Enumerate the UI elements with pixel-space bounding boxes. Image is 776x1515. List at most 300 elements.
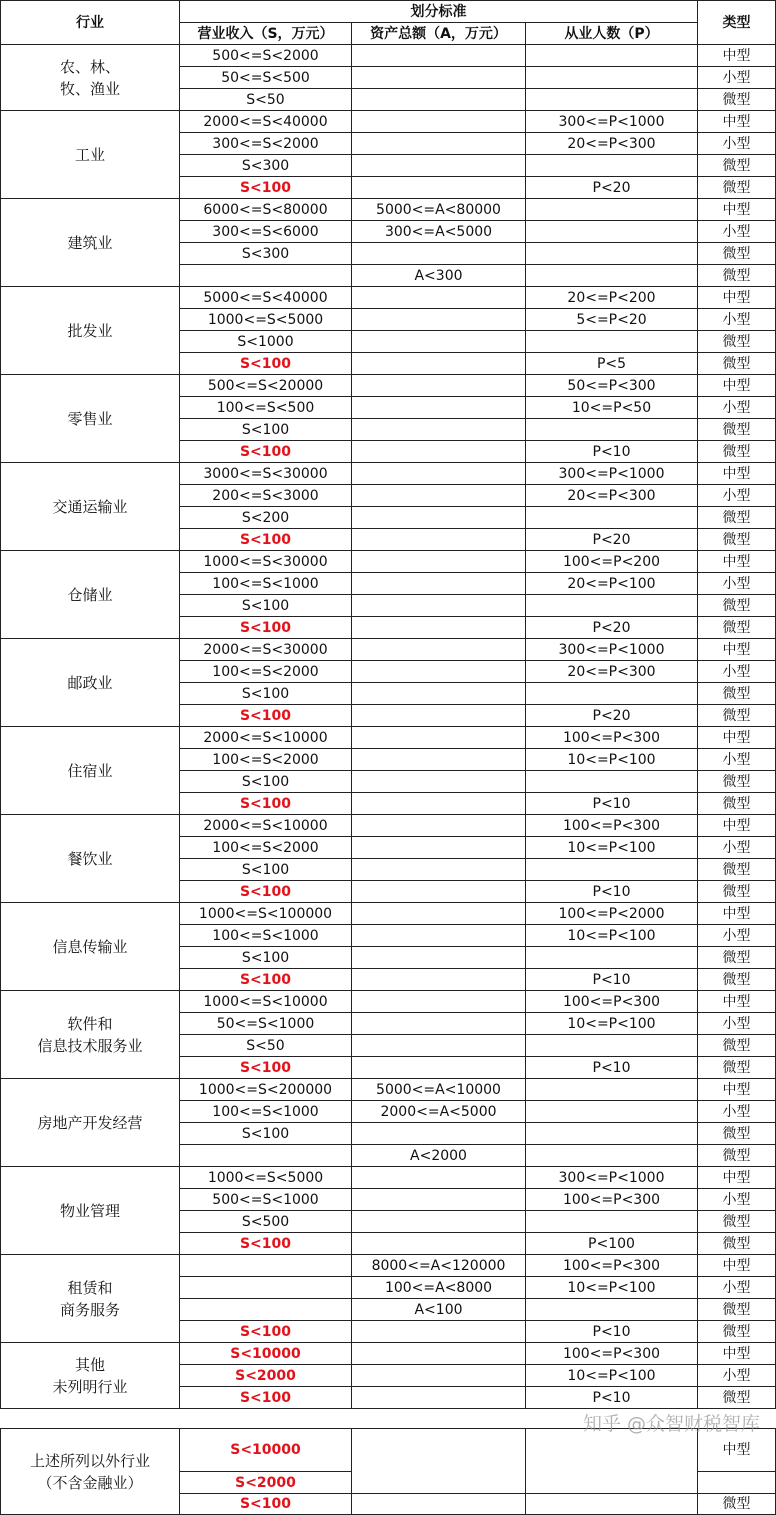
employees-cell: 10<=P<50	[526, 397, 698, 419]
table-row	[1, 375, 776, 397]
assets-cell	[352, 243, 526, 265]
employees-cell: 10<=P<100	[526, 925, 698, 947]
assets-cell: 8000<=A<120000	[352, 1255, 526, 1277]
watermark: 知乎 @众智财税智库	[582, 1413, 760, 1435]
type-cell: 微型	[698, 419, 776, 441]
employees-cell: 300<=P<1000	[526, 111, 698, 133]
type-cell: 中型	[698, 287, 776, 309]
employees-cell: 10<=P<100	[526, 749, 698, 771]
revenue-cell: S<100	[180, 1494, 352, 1515]
assets-cell	[352, 1013, 526, 1035]
assets-cell	[352, 727, 526, 749]
employees-cell	[526, 947, 698, 969]
revenue-cell: S<100	[180, 859, 352, 881]
type-cell: 中型	[698, 1343, 776, 1365]
table-row	[1, 1079, 776, 1101]
revenue-cell: S<2000	[180, 1365, 352, 1387]
assets-cell: 100<=A<8000	[352, 1277, 526, 1299]
table-body	[1, 45, 776, 1515]
employees-cell: 20<=P<100	[526, 573, 698, 595]
type-cell: 小型	[698, 309, 776, 331]
type-cell: 微型	[698, 1299, 776, 1321]
industry-name: 信息传输业	[1, 903, 180, 991]
revenue-cell: S<100	[180, 969, 352, 991]
assets-cell	[352, 375, 526, 397]
assets-cell	[352, 485, 526, 507]
assets-cell	[352, 1321, 526, 1343]
header-employees: 从业人数（P）	[526, 23, 698, 45]
employees-cell	[526, 1494, 698, 1515]
revenue-cell	[180, 1277, 352, 1299]
employees-cell: 20<=P<300	[526, 133, 698, 155]
revenue-cell: 300<=S<6000	[180, 221, 352, 243]
industry-name: 租赁和 商务服务	[1, 1255, 180, 1343]
employees-cell: P<10	[526, 969, 698, 991]
revenue-cell: S<500	[180, 1211, 352, 1233]
employees-cell	[526, 1211, 698, 1233]
assets-cell	[352, 397, 526, 419]
header-industry: 行业	[1, 1, 180, 45]
industry-name: 软件和 信息技术服务业	[1, 991, 180, 1079]
type-cell: 微型	[698, 1387, 776, 1409]
assets-cell: A<2000	[352, 1145, 526, 1167]
assets-cell	[352, 507, 526, 529]
assets-cell	[352, 749, 526, 771]
assets-cell: 300<=A<5000	[352, 221, 526, 243]
revenue-cell: S<100	[180, 1387, 352, 1409]
type-cell: 中型	[698, 639, 776, 661]
table-row	[1, 551, 776, 573]
revenue-cell: S<100	[180, 881, 352, 903]
type-cell: 微型	[698, 683, 776, 705]
type-cell: 小型	[698, 749, 776, 771]
assets-cell	[352, 1387, 526, 1409]
table-row	[1, 45, 776, 67]
revenue-cell: 100<=S<2000	[180, 661, 352, 683]
revenue-cell: S<200	[180, 507, 352, 529]
employees-cell: P<5	[526, 353, 698, 375]
industry-name: 工业	[1, 111, 180, 199]
revenue-cell: S<100	[180, 419, 352, 441]
assets-cell: A<100	[352, 1299, 526, 1321]
assets-cell	[352, 1494, 526, 1515]
table-row	[1, 991, 776, 1013]
table-row	[1, 1343, 776, 1365]
revenue-cell: 1000<=S<5000	[180, 1167, 352, 1189]
type-cell: 中型	[698, 551, 776, 573]
header-type: 类型	[698, 1, 776, 45]
revenue-cell: 500<=S<2000	[180, 45, 352, 67]
type-cell: 小型	[698, 485, 776, 507]
employees-cell: 5<=P<20	[526, 309, 698, 331]
industry-name: 批发业	[1, 287, 180, 375]
type-cell: 中型	[698, 1079, 776, 1101]
revenue-cell: 100<=S<1000	[180, 925, 352, 947]
type-cell: 微型	[698, 1494, 776, 1515]
type-cell: 小型	[698, 1189, 776, 1211]
employees-cell: 100<=P<300	[526, 1343, 698, 1365]
revenue-cell: S<300	[180, 155, 352, 177]
type-cell: 微型	[698, 529, 776, 551]
revenue-cell: S<100	[180, 705, 352, 727]
revenue-cell: S<100	[180, 793, 352, 815]
assets-cell	[352, 947, 526, 969]
type-cell: 中型	[698, 199, 776, 221]
assets-cell	[352, 1211, 526, 1233]
type-cell: 中型	[698, 815, 776, 837]
assets-cell	[352, 89, 526, 111]
employees-cell	[526, 859, 698, 881]
assets-cell	[352, 705, 526, 727]
employees-cell: 10<=P<100	[526, 1365, 698, 1387]
employees-cell: 100<=P<300	[526, 991, 698, 1013]
revenue-cell: S<100	[180, 683, 352, 705]
revenue-cell: S<100	[180, 595, 352, 617]
type-cell: 微型	[698, 441, 776, 463]
header-assets: 资产总额（A，万元）	[352, 23, 526, 45]
type-cell: 小型	[698, 397, 776, 419]
assets-cell: 5000<=A<10000	[352, 1079, 526, 1101]
assets-cell	[352, 991, 526, 1013]
assets-cell	[352, 45, 526, 67]
assets-cell	[352, 177, 526, 199]
employees-cell	[526, 155, 698, 177]
table-row	[1, 463, 776, 485]
assets-cell	[352, 1035, 526, 1057]
revenue-cell: S<100	[180, 177, 352, 199]
assets-cell	[352, 683, 526, 705]
revenue-cell	[180, 1299, 352, 1321]
type-cell: 中型	[698, 45, 776, 67]
industry-name: 住宿业	[1, 727, 180, 815]
employees-cell	[526, 419, 698, 441]
employees-cell: 100<=P<300	[526, 1255, 698, 1277]
assets-cell	[352, 529, 526, 551]
employees-cell: 50<=P<300	[526, 375, 698, 397]
table-row	[1, 1167, 776, 1189]
table-row	[1, 639, 776, 661]
type-cell: 微型	[698, 859, 776, 881]
employees-cell: 300<=P<1000	[526, 639, 698, 661]
type-cell: 小型	[698, 837, 776, 859]
industry-name: 邮政业	[1, 639, 180, 727]
revenue-cell: S<50	[180, 89, 352, 111]
employees-cell: P<10	[526, 1057, 698, 1079]
revenue-cell: S<100	[180, 353, 352, 375]
employees-cell: P<10	[526, 441, 698, 463]
employees-cell: P<20	[526, 705, 698, 727]
type-cell: 微型	[698, 155, 776, 177]
type-cell: 微型	[698, 881, 776, 903]
employees-cell	[526, 1101, 698, 1123]
industry-name: 交通运输业	[1, 463, 180, 551]
assets-cell	[352, 441, 526, 463]
table-row	[1, 1255, 776, 1277]
type-cell: 小型	[698, 1365, 776, 1387]
type-cell: 小型	[698, 925, 776, 947]
type-cell: 中型	[698, 991, 776, 1013]
employees-cell	[526, 595, 698, 617]
revenue-cell: 5000<=S<40000	[180, 287, 352, 309]
revenue-cell	[180, 1255, 352, 1277]
employees-cell: 100<=P<300	[526, 815, 698, 837]
type-cell: 小型	[698, 133, 776, 155]
type-cell: 微型	[698, 353, 776, 375]
type-cell: 微型	[698, 507, 776, 529]
type-cell: 微型	[698, 771, 776, 793]
revenue-cell: S<100	[180, 1233, 352, 1255]
table-row	[1, 903, 776, 925]
assets-cell	[352, 353, 526, 375]
type-cell: 中型	[698, 1255, 776, 1277]
employees-cell: P<20	[526, 177, 698, 199]
type-cell: 中型	[698, 375, 776, 397]
assets-cell: A<300	[352, 265, 526, 287]
employees-cell	[526, 771, 698, 793]
assets-cell	[352, 309, 526, 331]
type-cell: 中型	[698, 463, 776, 485]
header-revenue: 营业收入（S，万元）	[180, 23, 352, 45]
revenue-cell: S<100	[180, 617, 352, 639]
revenue-cell: S<100	[180, 771, 352, 793]
employees-cell: 20<=P<300	[526, 485, 698, 507]
revenue-cell: 1000<=S<30000	[180, 551, 352, 573]
revenue-cell: S<100	[180, 1123, 352, 1145]
revenue-cell: 100<=S<2000	[180, 749, 352, 771]
revenue-cell: 1000<=S<10000	[180, 991, 352, 1013]
revenue-cell: 50<=S<1000	[180, 1013, 352, 1035]
industry-name: 农、林、 牧、渔业	[1, 45, 180, 111]
assets-cell	[352, 617, 526, 639]
revenue-cell: S<100	[180, 1057, 352, 1079]
type-cell: 微型	[698, 1211, 776, 1233]
type-cell: 小型	[698, 221, 776, 243]
assets-cell	[352, 925, 526, 947]
revenue-cell: 500<=S<1000	[180, 1189, 352, 1211]
revenue-cell: S<1000	[180, 331, 352, 353]
industry-name: 其他 未列明行业	[1, 1343, 180, 1409]
assets-cell	[352, 133, 526, 155]
type-cell: 小型	[698, 661, 776, 683]
assets-cell	[352, 837, 526, 859]
type-cell: 微型	[698, 947, 776, 969]
type-cell: 微型	[698, 705, 776, 727]
employees-cell	[526, 331, 698, 353]
assets-cell	[352, 771, 526, 793]
employees-cell: P<10	[526, 1321, 698, 1343]
employees-cell	[526, 683, 698, 705]
employees-cell	[526, 1429, 698, 1494]
revenue-cell: S<10000	[180, 1343, 352, 1365]
type-cell: 小型	[698, 67, 776, 89]
assets-cell	[352, 1057, 526, 1079]
type-cell: 小型	[698, 1101, 776, 1123]
assets-cell	[352, 881, 526, 903]
revenue-cell: 2000<=S<30000	[180, 639, 352, 661]
employees-cell: P<10	[526, 793, 698, 815]
revenue-cell: 300<=S<2000	[180, 133, 352, 155]
employees-cell	[526, 243, 698, 265]
type-cell: 微型	[698, 1035, 776, 1057]
assets-cell	[352, 639, 526, 661]
assets-cell	[352, 67, 526, 89]
revenue-cell: S<10000	[180, 1429, 352, 1472]
revenue-cell: 50<=S<500	[180, 67, 352, 89]
assets-cell	[352, 1343, 526, 1365]
employees-cell: 10<=P<100	[526, 1013, 698, 1035]
assets-cell	[352, 1167, 526, 1189]
revenue-cell: 1000<=S<200000	[180, 1079, 352, 1101]
assets-cell	[352, 551, 526, 573]
employees-cell: P<20	[526, 617, 698, 639]
revenue-cell	[180, 1145, 352, 1167]
revenue-cell: 200<=S<3000	[180, 485, 352, 507]
assets-cell	[352, 155, 526, 177]
table-row	[1, 815, 776, 837]
type-cell: 小型	[698, 1277, 776, 1299]
assets-cell	[352, 573, 526, 595]
industry-name: 建筑业	[1, 199, 180, 287]
revenue-cell: 1000<=S<5000	[180, 309, 352, 331]
type-cell: 小型	[698, 1013, 776, 1035]
employees-cell	[526, 1035, 698, 1057]
type-cell: 微型	[698, 793, 776, 815]
table-row	[1, 287, 776, 309]
assets-cell	[352, 331, 526, 353]
revenue-cell: S<2000	[180, 1472, 352, 1494]
table-row	[1, 1429, 776, 1472]
employees-cell: 100<=P<300	[526, 1189, 698, 1211]
assets-cell	[352, 969, 526, 991]
employees-cell	[526, 67, 698, 89]
type-cell: 微型	[698, 89, 776, 111]
employees-cell	[526, 1079, 698, 1101]
industry-name: 仓储业	[1, 551, 180, 639]
industry-name: 房地产开发经营	[1, 1079, 180, 1167]
employees-cell: 100<=P<300	[526, 727, 698, 749]
assets-cell	[352, 287, 526, 309]
revenue-cell: S<100	[180, 441, 352, 463]
assets-cell	[352, 463, 526, 485]
assets-cell	[352, 111, 526, 133]
revenue-cell: 500<=S<20000	[180, 375, 352, 397]
type-cell: 微型	[698, 1145, 776, 1167]
assets-cell	[352, 859, 526, 881]
type-cell: 小型	[698, 573, 776, 595]
revenue-cell: S<100	[180, 529, 352, 551]
employees-cell: 10<=P<100	[526, 837, 698, 859]
type-cell: 中型	[698, 111, 776, 133]
assets-cell: 2000<=A<5000	[352, 1101, 526, 1123]
revenue-cell: 2000<=S<40000	[180, 111, 352, 133]
assets-cell	[352, 1365, 526, 1387]
revenue-cell: 100<=S<1000	[180, 573, 352, 595]
type-cell: 微型	[698, 1321, 776, 1343]
employees-cell	[526, 221, 698, 243]
header-criteria: 划分标准	[180, 1, 698, 23]
industry-name: 上述所列以外行业 （不含金融业）	[1, 1429, 180, 1515]
employees-cell: P<20	[526, 529, 698, 551]
employees-cell	[526, 265, 698, 287]
assets-cell	[352, 419, 526, 441]
revenue-cell: 2000<=S<10000	[180, 727, 352, 749]
assets-cell	[352, 793, 526, 815]
employees-cell: 20<=P<300	[526, 661, 698, 683]
employees-cell: P<10	[526, 1387, 698, 1409]
revenue-cell: 100<=S<500	[180, 397, 352, 419]
spacer-cell	[1, 1409, 776, 1429]
revenue-cell: 3000<=S<30000	[180, 463, 352, 485]
employees-cell: 100<=P<200	[526, 551, 698, 573]
assets-cell	[352, 1233, 526, 1255]
type-cell: 中型	[698, 1167, 776, 1189]
type-cell: 微型	[698, 265, 776, 287]
type-cell: 中型	[698, 903, 776, 925]
assets-cell	[352, 595, 526, 617]
employees-cell: 300<=P<1000	[526, 1167, 698, 1189]
assets-cell: 5000<=A<80000	[352, 199, 526, 221]
industry-name: 零售业	[1, 375, 180, 463]
employees-cell	[526, 507, 698, 529]
employees-cell: P<10	[526, 881, 698, 903]
revenue-cell	[180, 265, 352, 287]
table-row	[1, 111, 776, 133]
revenue-cell: 1000<=S<100000	[180, 903, 352, 925]
revenue-cell: S<50	[180, 1035, 352, 1057]
industry-name: 物业管理	[1, 1167, 180, 1255]
assets-cell	[352, 1189, 526, 1211]
assets-cell	[352, 903, 526, 925]
employees-cell	[526, 1123, 698, 1145]
employees-cell: 10<=P<100	[526, 1277, 698, 1299]
assets-cell	[352, 1429, 526, 1494]
type-cell: 中型	[698, 727, 776, 749]
type-cell: 微型	[698, 595, 776, 617]
revenue-cell: S<100	[180, 1321, 352, 1343]
employees-cell: 20<=P<200	[526, 287, 698, 309]
type-cell: 中型	[698, 1429, 776, 1472]
type-cell: 微型	[698, 617, 776, 639]
table-row	[1, 727, 776, 749]
industry-name: 餐饮业	[1, 815, 180, 903]
employees-cell	[526, 45, 698, 67]
type-cell: 微型	[698, 1123, 776, 1145]
revenue-cell: S<300	[180, 243, 352, 265]
type-cell	[698, 1472, 776, 1494]
employees-cell	[526, 1299, 698, 1321]
type-cell: 微型	[698, 177, 776, 199]
employees-cell	[526, 199, 698, 221]
type-cell: 微型	[698, 1233, 776, 1255]
type-cell: 微型	[698, 331, 776, 353]
type-cell: 微型	[698, 969, 776, 991]
revenue-cell: 100<=S<2000	[180, 837, 352, 859]
revenue-cell: 2000<=S<10000	[180, 815, 352, 837]
revenue-cell: S<100	[180, 947, 352, 969]
employees-cell	[526, 89, 698, 111]
type-cell: 微型	[698, 243, 776, 265]
employees-cell: 100<=P<2000	[526, 903, 698, 925]
assets-cell	[352, 1123, 526, 1145]
revenue-cell: 100<=S<1000	[180, 1101, 352, 1123]
employees-cell: 300<=P<1000	[526, 463, 698, 485]
spacer-row	[1, 1409, 776, 1429]
assets-cell	[352, 815, 526, 837]
employees-cell	[526, 1145, 698, 1167]
assets-cell	[352, 661, 526, 683]
revenue-cell: 6000<=S<80000	[180, 199, 352, 221]
table-row	[1, 199, 776, 221]
